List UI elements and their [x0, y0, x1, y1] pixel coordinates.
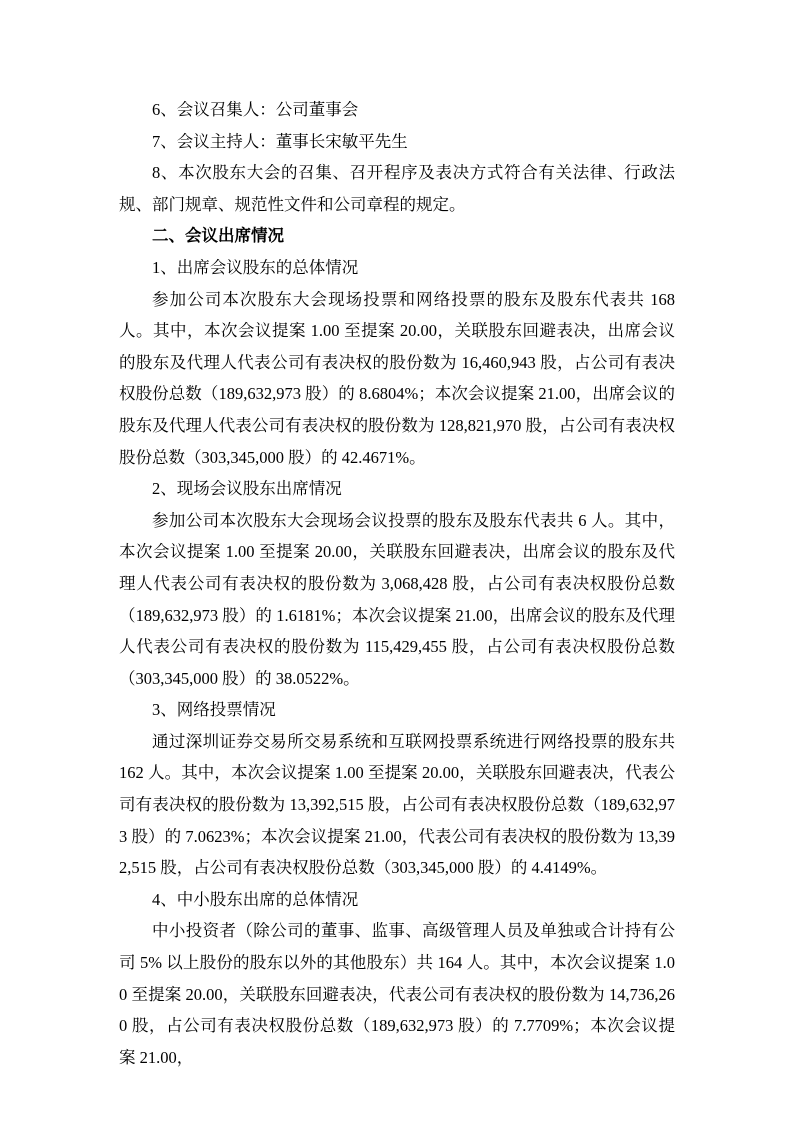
para-meeting-moderator: 7、会议主持人：董事长宋敏平先生	[152, 131, 408, 151]
document-body	[119, 94, 675, 1073]
para-online-voting-body: 通过深圳证券交易所交易系统和互联网投票系统进行网络投票的股东共 162 人。其中，本次会议提案 1.00 至提案 20.00，关联股东回避表决，代表公司有表决权的股份数为 13,392,515 股，占公司有表决权股份总数（189,632,973 股）的 7.0623%；本次会议提案 21.00，代表公司有表决权的股份数为 13,392,515 股，占公司有表决权股份总数（303,345,000 股）的 4.4149%。	[119, 731, 675, 878]
para-minority-shareholders-title: 4、中小股东出席的总体情况	[152, 889, 359, 909]
para-onsite-attendance-title: 2、现场会议股东出席情况	[152, 479, 342, 499]
section-heading-attendance: 二、会议出席情况	[152, 226, 284, 246]
para-minority-shareholders-body: 中小投资者（除公司的董事、监事、高级管理人员及单独或合计持有公司 5% 以上股份的股东以外的其他股东）共 164 人。其中，本次会议提案 1.00 至提案 20.00，关联股东回避表决，代表公司有表决权的股份数为 14,736,260 股，占公司有表决权股份总数（189,632,973 股）的 7.7709%；本次会议提案 21.00，	[119, 921, 675, 1067]
para-meeting-compliance: 8、本次股东大会的召集、召开程序及表决方式符合有关法律、行政法规、部门规章、规范性文件和公司章程的规定。	[119, 163, 675, 214]
para-onsite-attendance-body: 参加公司本次股东大会现场会议投票的股东及股东代表共 6 人。其中，本次会议提案 1.00 至提案 20.00，关联股东回避表决，出席会议的股东及代理人代表公司有表决权的股份数为 3,068,428 股，占公司有表决权股份总数（189,632,973 股）的 1.6181%；本次会议提案 21.00，出席会议的股东及代理人代表公司有表决权的股份数为 115,429,455 股，占公司有表决权股份总数（303,345,000 股）的 38.0522%。	[119, 510, 675, 688]
para-meeting-convener: 6、会议召集人：公司董事会	[152, 100, 359, 119]
para-online-voting-title: 3、网络投票情况	[152, 700, 276, 720]
para-overall-attendance-title: 1、出席会议股东的总体情况	[152, 257, 359, 277]
para-overall-attendance-body: 参加公司本次股东大会现场投票和网络投票的股东及股东代表共 168 人。其中，本次会议提案 1.00 至提案 20.00，关联股东回避表决，出席会议的股东及代理人代表公司有表决权的股份数为 16,460,943 股，占公司有表决权股份总数（189,632,973 股）的 8.6804%；本次会议提案 21.00，出席会议的股东及代理人代表公司有表决权的股份数为 128,821,970 股，占公司有表决权股份总数（303,345,000 股）的 42.4671%。	[119, 289, 675, 467]
